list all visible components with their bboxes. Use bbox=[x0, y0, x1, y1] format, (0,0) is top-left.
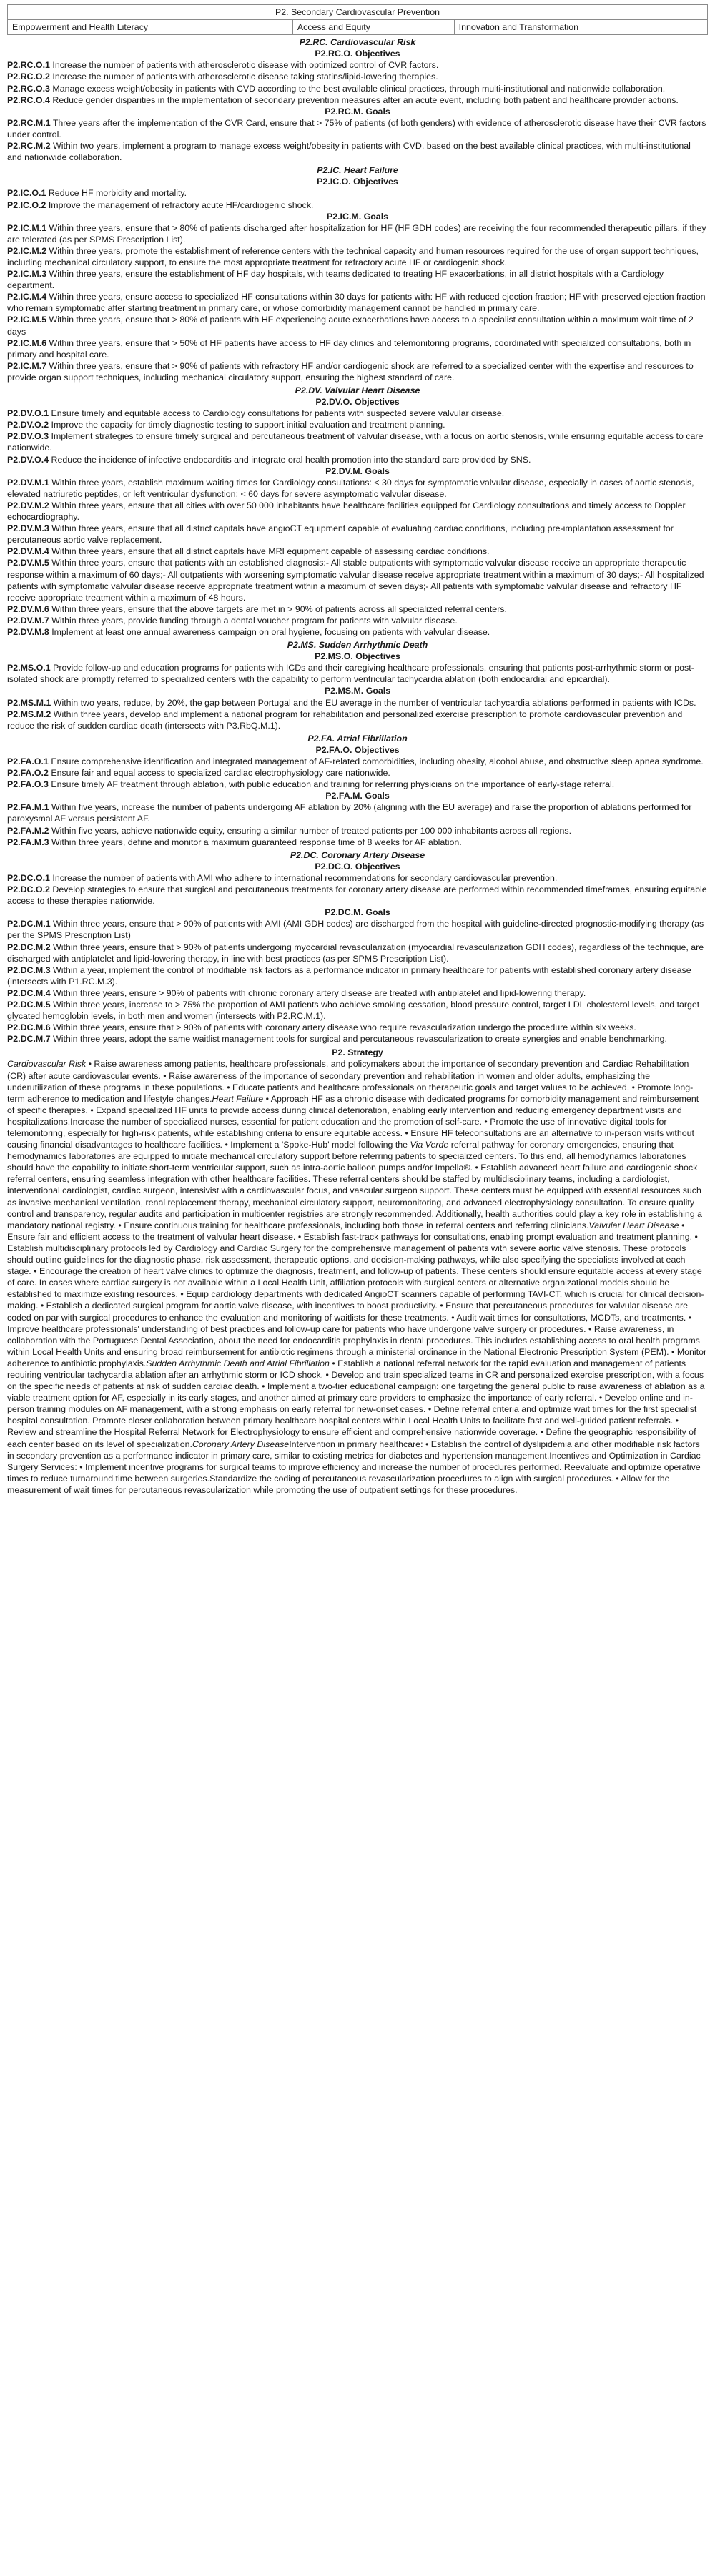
item-text: Within three years, ensure access to specialized HF consultations within 30 days for patients with: HF with reduced ejection fraction; HF with preserved ejection fraction who remain symptomatic after starting treatment in primary care, or whose comorbidity management cannot be handled in primary care. bbox=[7, 292, 706, 314]
list-item bbox=[7, 245, 708, 268]
strategy-heading: Cardiovascular Risk bbox=[7, 1059, 87, 1070]
item-code: P2.MS.M.2 bbox=[7, 709, 51, 719]
list-item bbox=[7, 454, 708, 465]
item-text: Within a year, implement the control of modifiable risk factors as a performance indicator in primary healthcare for patients with established coronary artery disease (intersects with P1.RC.M.3). bbox=[7, 964, 691, 987]
item-code: P2.DV.M.3 bbox=[7, 523, 49, 534]
header-table bbox=[7, 4, 708, 35]
item-code: P2.FA.M.2 bbox=[7, 825, 49, 836]
item-text: Implement at least one annual awareness campaign on oral hygiene, focusing on patients with valvular disease. bbox=[51, 626, 490, 637]
item-text: Within two years, reduce, by 20%, the gap between Portugal and the EU average in the number of ventricular tachycardia ablations performed in patients with ICDs. bbox=[53, 697, 696, 708]
item-text: Within three years, ensure that > 80% of patients with HF experiencing acute exacerbations have access to a specialist consultation within a maximum wait time of 2 days bbox=[7, 315, 694, 337]
list-item bbox=[7, 94, 708, 106]
list-item bbox=[7, 337, 708, 360]
list-item bbox=[7, 83, 708, 94]
item-text: Develop strategies to ensure that surgical and percutaneous treatments for coronary artery disease are performed within recommended timeframes, ensuring equitable access to these therapies nationwide. bbox=[7, 884, 707, 907]
item-text: Ensure timely AF treatment through ablation, with public education and training for referring physicians on the importance of early-stage referral. bbox=[51, 779, 615, 790]
list-item bbox=[7, 117, 708, 140]
item-text: Within three years, ensure that the above targets are met in > 90% of patients across all specialized referral centers. bbox=[51, 603, 507, 614]
group-heading: P2.FA.O. Objectives bbox=[315, 744, 400, 755]
item-code: P2.DC.M.5 bbox=[7, 999, 51, 1010]
column-header-access: Access and Equity bbox=[292, 20, 454, 35]
item-text: Reduce HF morbidity and mortality. bbox=[48, 188, 187, 199]
item-text: Manage excess weight/obesity in patients with CVD according to the best available clinical practices, through multi-institutional and nationwide collaboration. bbox=[52, 83, 666, 94]
list-item bbox=[7, 626, 708, 638]
item-code: P2.IC.M.2 bbox=[7, 245, 47, 256]
item-code: P2.DV.M.5 bbox=[7, 558, 49, 568]
item-code: P2.DC.M.4 bbox=[7, 987, 51, 998]
item-text: Within three years, ensure that all district capitals have angioCT equipment capable of evaluating cardiac conditions, including pre-implantation assessment for percutaneous aortic valve replacement. bbox=[7, 523, 674, 546]
item-text: Within three years, establish maximum waiting times for Cardiology consultations: < 30 days for symptomatic valvular disease, especially in cases of aortic stenosis, elevated natriuretic peptides, or left ventricular dysfunction; < 60 days for severe asymptomatic valvular disease. bbox=[7, 477, 694, 499]
item-text: Improve the management of refractory acute HF/cardiogenic shock. bbox=[48, 199, 314, 210]
item-code: P2.DV.M.1 bbox=[7, 477, 49, 488]
item-code: P2.DV.O.3 bbox=[7, 431, 49, 442]
strategy-title: P2. Strategy bbox=[332, 1047, 383, 1058]
strategy-heading: Coronary Artery Disease bbox=[192, 1438, 290, 1449]
list-item bbox=[7, 987, 708, 999]
item-code: P2.IC.M.7 bbox=[7, 360, 47, 371]
list-item bbox=[7, 268, 708, 291]
group-heading: P2.DC.O. Objectives bbox=[315, 861, 400, 872]
strategy-heading: Sudden Arrhythmic Death and Atrial Fibrillation bbox=[146, 1358, 330, 1368]
item-text: Increase the number of patients with AMI who adhere to international recommendations for secondary cardiovascular prevention. bbox=[52, 872, 558, 883]
item-text: Within five years, achieve nationwide equity, ensuring a similar number of treated patients per 100 000 inhabitants across all regions. bbox=[51, 825, 572, 836]
item-text: Within three years, ensure the establishment of HF day hospitals, with teams dedicated to treating HF exacerbations, in all district hospitals with a Cardiology department. bbox=[7, 269, 664, 291]
strategy-heading: Via Verde bbox=[410, 1140, 449, 1150]
list-item bbox=[7, 884, 708, 907]
group-heading: P2.FA.M. Goals bbox=[325, 791, 390, 801]
list-item bbox=[7, 767, 708, 779]
item-text: Within three years, define and monitor a maximum guaranteed response time of 8 weeks for AF ablation. bbox=[51, 837, 462, 847]
group-heading: P2.IC.M. Goals bbox=[326, 211, 389, 222]
item-text: Within three years, develop and implement a national program for rehabilitation and personalized exercise prescription to promote cardiovascular prevention and reduce the risk of sudden cardiac death (intersects with P3.RbQ.M.1). bbox=[7, 709, 683, 731]
item-text: Within three years, ensure that > 90% of patients with refractory HF and/or cardiogenic shock are referred to a specialized center with the expertise and resources to provide organ support techniques, including mechanical circulatory support, ensuring the highest standard of care. bbox=[7, 360, 694, 383]
item-text: Within three years, ensure that all district capitals have MRI equipment capable of assessing cardiac conditions. bbox=[51, 546, 490, 557]
list-item bbox=[7, 918, 708, 941]
strategy-body: • Ensure fair and efficient access to the treatment of valvular heart disease. • Establish fast-track pathways for consultations, enabling prompt evaluation and treatment planning. • Establish multidisciplinary protocols led by Cardiology and Cardiac Surgery for the comprehensive management of patients with severe aortic valve stenosis. These protocols should outline guidelines for the diagnostic phase, risk assessment, therapeutic options, and decision-making pathways, while also specifying the specialists involved at each stage. • Encourage the creation of heart valve clinics to optimize the diagnosis, treatment, and follow-up of patients. These centers should ensure equitable access at every stage of care. In cases where cardiac surgery is not available within a Local Health Unit, affiliation protocols with surgical centers or alternative organizational models should be established to maximize existing resources. • Equip cardiology departments with dedicated AngioCT scanners capable of performing TAVI-CT, which is crucial for clinical decision-making. • Establish a dedicated surgical program for aortic valve disease, with incentives to boost productivity. • Ensure that percutaneous procedures for valvular disease are coded on par with surgical procedures to enhance the evaluation and monitoring of waitlists for these treatments. • Audit wait times for consultations, MCDTs, and treatments. • Improve healthcare professionals' understanding of best practices and follow-up care for patients who have undergone valve surgery or procedures. • Raise awareness, in collaboration with the Portuguese Dental Association, about the need for endocarditis prophylaxis in dental procedures. This includes establishing access to oral health programs within Local Health Units and ensuring broad reimbursement for antibiotic regimens through a ministerial ordinance in the National Electronic Prescription System (PEM). • Monitor adherence to antibiotic prophylaxis. bbox=[7, 1220, 707, 1368]
item-text: Ensure fair and equal access to specialized cardiac electrophysiology care nationwide. bbox=[51, 768, 390, 779]
item-text: Within three years, ensure that > 90% of patients with AMI (AMI GDH codes) are discharged from the hospital with guideline-directed prognostic-modifying therapy (as per the SPMS Prescription List) bbox=[7, 919, 704, 941]
item-code: P2.DC.O.2 bbox=[7, 884, 50, 895]
list-item bbox=[7, 779, 708, 790]
item-code: P2.DV.M.4 bbox=[7, 546, 49, 557]
strategy-body: • Establish a national referral network for the rapid evaluation and management of patients requiring ventricular tachycardia ablation after an arrhythmic storm or ICD shock. • Develop and train specialized teams in CR and personalized exercise prescription, with a focus on the specific needs of patients at risk of sudden cardiac death. • Implement a two-tier educational campaign: one targeting the general public to raise awareness of ablation as a viable treatment option for AF, especially in its early stages, and another aimed at primary care providers to emphasize the importance of early referral. • Develop online and in-person training modules on AF management, with a strong emphasis on early referral for new-onset cases. • Define referral criteria and optimize wait times for the first specialist hospital consultation. Promote closer collaboration between primary healthcare hospital centers within Local Health Units to facilitate fast and well-guided patient referrals. • Review and streamline the Hospital Referral Network for Electrophysiology to ensure efficient and comprehensive nationwide coverage. • Define the geographic responsibility of each center based on its level of specialization. bbox=[7, 1358, 705, 1449]
group-heading: P2.DV.O. Objectives bbox=[315, 397, 400, 408]
list-item bbox=[7, 756, 708, 767]
item-text: Within three years, ensure > 90% of patients with chronic coronary artery disease are treated with antiplatelet and lipid-lowering therapy. bbox=[53, 987, 586, 998]
section-title: P2.IC. Heart Failure bbox=[317, 165, 398, 176]
list-item bbox=[7, 1022, 708, 1033]
item-code: P2.DC.M.2 bbox=[7, 942, 51, 952]
column-header-innovation: Innovation and Transformation bbox=[454, 20, 707, 35]
column-header-empowerment: Empowerment and Health Literacy bbox=[8, 20, 293, 35]
list-item bbox=[7, 942, 708, 964]
list-item bbox=[7, 825, 708, 837]
list-item bbox=[7, 557, 708, 603]
item-text: Within three years, provide funding through a dental voucher program for patients with valvular disease. bbox=[51, 615, 458, 626]
item-text: Provide follow-up and education programs for patients with ICDs and their caregiving healthcare professionals, ensuring that patients post-arrhythmic storm or post-isolated shock are promptly referred to specialized centers with the capability to perform ventricular tachycardia ablation (both endocardial and epicardial). bbox=[7, 663, 694, 685]
item-code: P2.FA.M.1 bbox=[7, 802, 49, 813]
strategy-body: referral pathway for coronary emergencies, ensuring that hemodynamics laboratories are equipped to initiate mechanical circulatory support before referring patients to specialized centers. To this end, all hemodynamics laboratories should have the capability to initiate short-term ventricular support, such as intra-aortic balloon pumps and/or Impella®. • Establish advanced heart failure and cardiogenic shock referral centers, ensuring seamless integration with other healthcare facilities. These referral centers should be staffed by multidisciplinary teams, including a cardiologist, interventional cardiologist, cardiac surgeon, intensivist with a cardiovascular focus, and vascular surgeon support. These centers must be equipped with essential resources such as invasive mechanical ventilation, renal replacement therapy, mechanical circulatory support, neuromonitoring, and advanced electrophysiology consultation. To ensure quality control and transparency, regular audits and participation in multicenter registries are strongly recommended. Additionally, health authorities could play a key role in establishing a mandatory national registry. • Ensure continuous training for healthcare professionals, including both those in referral centers and referring clinicians. bbox=[7, 1140, 703, 1230]
list-item bbox=[7, 872, 708, 884]
item-text: Ensure comprehensive identification and integrated management of AF-related comorbidities, including obesity, alcohol abuse, and obstructive sleep apnea syndrome. bbox=[51, 756, 704, 766]
item-code: P2.FA.O.2 bbox=[7, 768, 49, 779]
item-text: Increase the number of patients with atherosclerotic disease with optimized control of CVR factors. bbox=[52, 60, 439, 71]
item-code: P2.IC.M.3 bbox=[7, 269, 47, 280]
list-item bbox=[7, 71, 708, 82]
group-heading: P2.RC.M. Goals bbox=[325, 106, 390, 117]
strategy-heading: Heart Failure bbox=[212, 1093, 264, 1104]
section-title: P2.FA. Atrial Fibrillation bbox=[307, 733, 408, 744]
list-item bbox=[7, 837, 708, 848]
list-item bbox=[7, 546, 708, 557]
item-text: Implement strategies to ensure timely surgical and percutaneous treatment of valvular disease, with a focus on aortic stenosis, while ensuring equitable access to care nationwide. bbox=[7, 431, 704, 453]
strategy-heading: Valvular Heart Disease bbox=[588, 1220, 679, 1230]
group-heading: P2.DV.M. Goals bbox=[325, 465, 390, 476]
list-item bbox=[7, 500, 708, 523]
list-item bbox=[7, 999, 708, 1022]
item-text: Within three years, increase to > 75% the proportion of AMI patients who achieve smoking cessation, blood pressure control, target LDL cholesterol levels, and target glycated hemoglobin levels, in both men and women (intersects with P2.RC.M.1). bbox=[7, 999, 700, 1022]
item-code: P2.IC.M.6 bbox=[7, 337, 47, 348]
list-item bbox=[7, 314, 708, 337]
section-title: P2.RC. Cardiovascular Risk bbox=[299, 37, 416, 48]
list-item bbox=[7, 187, 708, 199]
item-text: Increase the number of patients with atherosclerotic disease taking statins/lipid-lowering therapies. bbox=[52, 71, 438, 82]
item-text: Within five years, increase the number of patients undergoing AF ablation by 20% (aligning with the EU average) and raise the proportion of ablations performed for paroxysmal AF versus persistent AF. bbox=[7, 802, 692, 824]
item-text: Improve the capacity for timely diagnostic testing to support initial evaluation and treatment planning. bbox=[51, 420, 445, 430]
item-code: P2.DV.O.4 bbox=[7, 454, 49, 465]
item-code: P2.IC.O.2 bbox=[7, 199, 46, 210]
strategy-body: Intervention in primary healthcare: • Establish the control of dyslipidemia and other modifiable risk factors in secondary prevention as a performance indicator in primary care, similar to existing metrics for diabetes and hypertension management.Incentives and Optimization in Cardiac Surgery Services: • Implement incentive programs for surgical teams to improve efficiency and increase the number of procedures performed. Reevaluate and optimize operative times to reduce turnaround time between surgeries.Standardize the coding of percutaneous revascularization procedures to align with surgical procedures. • Allow for the measurement of wait times for percutaneous revascularization while promoting the use of outpatient settings for these procedures. bbox=[7, 1438, 701, 1495]
item-text: Reduce gender disparities in the implementation of secondary prevention measures after an acute event, including both patient and healthcare provider actions. bbox=[52, 94, 679, 105]
item-code: P2.DC.M.3 bbox=[7, 964, 51, 975]
list-item bbox=[7, 360, 708, 383]
group-heading: P2.IC.O. Objectives bbox=[317, 177, 398, 187]
strategy-body: • Approach HF as a chronic disease with dedicated programs for comorbidity management and reimbursement of specific therapies. • Expand specialized HF units to provide access during clinical deterioration, enabling early intervention and reducing emergency department visits and hospitalizations.Increase the number of specialized nurses, essential for patient education and the promotion of self-care. • Promote the use of innovative digital tools for telemonitoring, especially for high-risk patients, while establishing criteria to ensure equitable access. • Ensure HF teleconsultations are an alternative to in-person visits without causing financial disadvantages to healthcare facilities. • Implement a 'Spoke-Hub' model following the bbox=[7, 1093, 699, 1150]
item-code: P2.RC.O.3 bbox=[7, 83, 50, 94]
group-heading: P2.DC.M. Goals bbox=[325, 907, 390, 918]
section-title: P2.DC. Coronary Artery Disease bbox=[290, 849, 425, 860]
group-heading: P2.MS.M. Goals bbox=[324, 686, 391, 696]
list-item bbox=[7, 222, 708, 245]
item-text: Reduce the incidence of infective endocarditis and integrate oral health promotion into the standard care provided by SNS. bbox=[51, 454, 531, 465]
item-code: P2.FA.O.3 bbox=[7, 779, 49, 790]
list-item bbox=[7, 603, 708, 615]
section-title: P2.MS. Sudden Arrhythmic Death bbox=[287, 640, 428, 651]
group-heading: P2.RC.O. Objectives bbox=[315, 49, 400, 59]
item-text: Within three years, ensure that all cities with over 50 000 inhabitants have healthcare facilities equipped for Cardiology consultations and timely access to Doppler echocardiography. bbox=[7, 500, 686, 523]
list-item bbox=[7, 477, 708, 500]
item-code: P2.DV.M.6 bbox=[7, 603, 49, 614]
item-text: Within three years, adopt the same waitlist management tools for surgical and percutaneous revascularization to create synergies and enable benchmarking. bbox=[53, 1034, 667, 1045]
item-code: P2.DC.O.1 bbox=[7, 872, 50, 883]
item-code: P2.DV.M.8 bbox=[7, 626, 49, 637]
item-code: P2.FA.O.1 bbox=[7, 756, 49, 766]
item-code: P2.IC.M.4 bbox=[7, 292, 47, 302]
list-item bbox=[7, 199, 708, 211]
item-code: P2.FA.M.3 bbox=[7, 837, 49, 847]
item-text: Within three years, ensure that > 50% of HF patients have access to HF day clinics and telemonitoring programs, coordinated with specialized consultations, both in primary and hospital care. bbox=[7, 337, 691, 360]
item-text: Ensure timely and equitable access to Cardiology consultations for patients with suspected severe valvular disease. bbox=[51, 408, 505, 419]
item-code: P2.IC.M.5 bbox=[7, 315, 47, 325]
item-code: P2.IC.M.1 bbox=[7, 222, 47, 233]
list-item bbox=[7, 59, 708, 71]
list-item bbox=[7, 964, 708, 987]
list-item bbox=[7, 140, 708, 163]
list-item bbox=[7, 615, 708, 626]
item-code: P2.DC.M.7 bbox=[7, 1034, 51, 1045]
item-code: P2.DC.M.1 bbox=[7, 919, 51, 929]
list-item bbox=[7, 709, 708, 731]
strategy-body: • Raise awareness among patients, healthcare professionals, and policymakers about the importance of secondary prevention and Cardiac Rehabilitation (CR) after acute cardiovascular events. • Raise awareness of the importance of secondary prevention and rehabilitation in women and older adults, emphasizing the underutilization of these programs in these populations. • Educate patients and healthcare professionals on therapeutic goals and target values to be achieved. • Promote long-term adherence to medication and lifestyle changes. bbox=[7, 1059, 694, 1104]
list-item bbox=[7, 662, 708, 685]
list-item bbox=[7, 419, 708, 430]
item-code: P2.RC.M.2 bbox=[7, 141, 51, 152]
item-code: P2.MS.O.1 bbox=[7, 663, 51, 673]
list-item bbox=[7, 697, 708, 709]
section-title: P2.DV. Valvular Heart Disease bbox=[295, 385, 420, 395]
list-item bbox=[7, 1033, 708, 1045]
item-text: Three years after the implementation of the CVR Card, ensure that > 75% of patients (of both genders) with evidence of atherosclerotic disease have their CVR factors under control. bbox=[7, 117, 706, 139]
document-title: P2. Secondary Cardiovascular Prevention bbox=[8, 5, 708, 20]
item-code: P2.IC.O.1 bbox=[7, 188, 46, 199]
item-text: Within three years, ensure that patients with an established diagnosis:- All stable outpatients with symptomatic valvular disease receive an appropriate therapeutic response within a maximum of 60 days;- All outpatients with worsening symptomatic valvular disease receive appropriate treatment within a maximum of 30 days;- All hospitalized patients with symptomatic valvular disease receive appropriate treatment within a maximum of seven days;- All patients with symptomatic valvular disease and refractory HF receive appropriate treatment within a maximum of 48 hours. bbox=[7, 558, 704, 603]
item-code: P2.RC.O.1 bbox=[7, 60, 50, 71]
item-code: P2.DV.M.7 bbox=[7, 615, 49, 626]
item-text: Within three years, ensure that > 90% of patients with coronary artery disease who require revascularization undergo the procedure within six weeks. bbox=[53, 1022, 636, 1033]
list-item bbox=[7, 291, 708, 314]
list-item bbox=[7, 801, 708, 824]
sections-container bbox=[7, 36, 708, 1045]
item-code: P2.DV.M.2 bbox=[7, 500, 49, 510]
item-code: P2.RC.M.1 bbox=[7, 117, 51, 128]
item-text: Within two years, implement a program to manage excess weight/obesity in patients with CVD, based on the best available clinical practices, with multi-institutional and nationwide collaboration. bbox=[7, 141, 691, 163]
item-code: P2.DV.O.1 bbox=[7, 408, 49, 419]
item-code: P2.DC.M.6 bbox=[7, 1022, 51, 1033]
item-code: P2.MS.M.1 bbox=[7, 697, 51, 708]
list-item bbox=[7, 430, 708, 453]
item-code: P2.DV.O.2 bbox=[7, 420, 49, 430]
item-code: P2.RC.O.4 bbox=[7, 94, 50, 105]
list-item bbox=[7, 523, 708, 546]
item-text: Within three years, ensure that > 90% of patients undergoing myocardial revascularization (myocardial revascularization GDH codes), regardless of the technique, are discharged with antiplatelet and lipid-lowering therapy, in line with best practices (as per SPMS Prescription List). bbox=[7, 942, 704, 964]
strategy-text bbox=[7, 1058, 708, 1496]
item-text: Within three years, promote the establishment of reference centers with the technical capacity and human resources required for the use of organ support techniques, including mechanical circulatory support, to ensure the most appropriate treatment for refractory acute HF or cardiogenic shock. bbox=[7, 245, 699, 267]
group-heading: P2.MS.O. Objectives bbox=[315, 651, 400, 662]
list-item bbox=[7, 408, 708, 419]
item-code: P2.RC.O.2 bbox=[7, 71, 50, 82]
item-text: Within three years, ensure that > 80% of patients discharged after hospitalization for HF (HF GDH codes) are receiving the four recommended therapeutic pillars, if they are tolerated (as per SPMS Prescription List). bbox=[7, 222, 706, 245]
